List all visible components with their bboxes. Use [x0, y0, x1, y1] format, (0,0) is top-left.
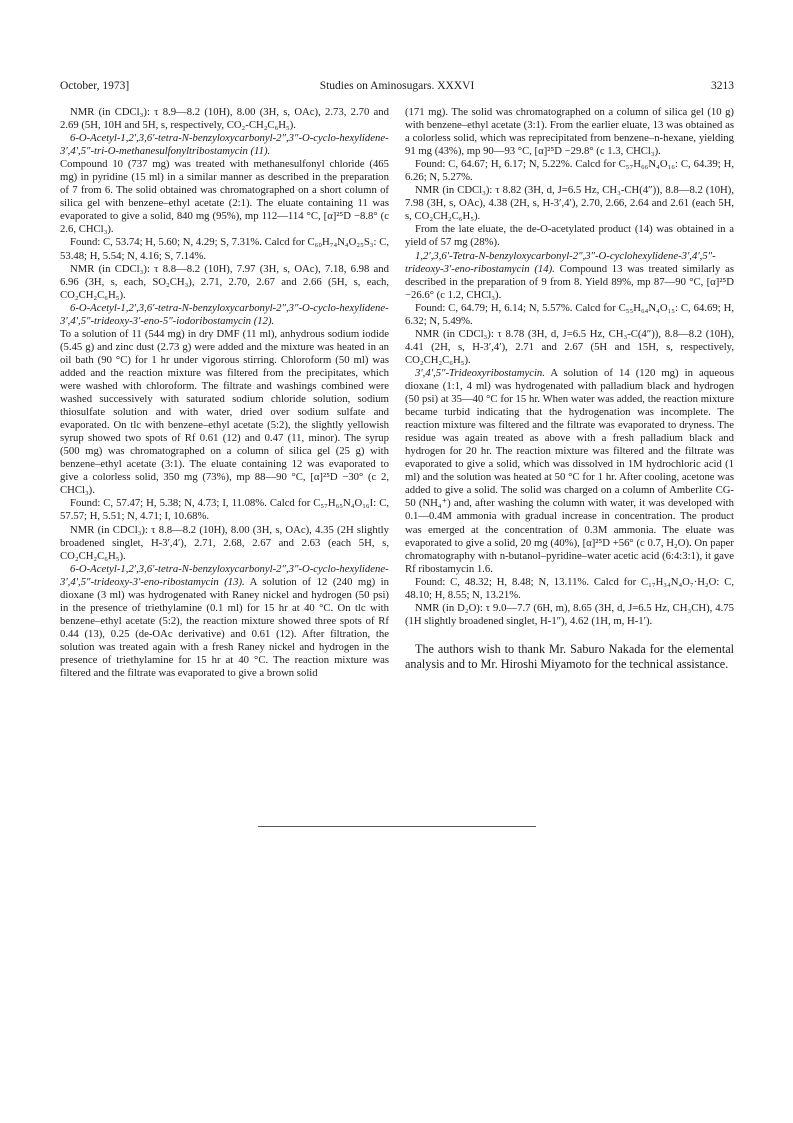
- paragraph: Found: C, 57.47; H, 5.38; N, 4.73; I, 11.08%. Calcd for C₅₇H₆₅N₄O₁₆I: C, 57.57; H, 5.51; N, 4.71; I, 10.68%.: [60, 497, 389, 523]
- running-header: [60, 80, 734, 96]
- paragraph: Found: C, 53.74; H, 5.60; N, 4.29; S, 7.31%. Calcd for C₆₀H₇₄N₄O₂₅S₃: C, 53.48; H, 5.54; N, 4.16; S, 7.14%.: [60, 236, 389, 262]
- paragraph: NMR (in CDCl₃): τ 8.82 (3H, d, J=6.5 Hz, CH₃-CH(4″)), 8.8—8.2 (10H), 7.98 (3H, s, OAc), 4.38 (2H, s, H-3′,4′), 2.70, 2.66, 2.64 and 2.61 (each 5H, s, CO₂CH₂C₆H₅).: [405, 184, 734, 223]
- acknowledgement: The authors wish to thank Mr. Saburo Nakada for the elemental analysis and to Mr. Hiroshi Miyamoto for the technical assistance.: [405, 641, 734, 672]
- compound-heading: 3′,4′,5″-Trideoxyribostamycin.: [415, 366, 545, 379]
- paragraph: NMR (in CDCl₃): τ 8.8—8.2 (10H), 8.00 (3H, s, OAc), 4.35 (2H slightly broadened singlet, H-3′,4′), 2.71, 2.68, 2.67 and 2.63 (each 5H, s, CO₂CH₂C₆H₅).: [60, 523, 389, 562]
- paragraph: Found: C, 48.32; H, 8.48; N, 13.11%. Calcd for C₁₇H₃₄N₄O₇·H₂O: C, 48.10; H, 8.55; N, 13.21%.: [405, 575, 734, 601]
- compound-heading: 1,2′,3,6′-Tetra-N-benzyloxycarbonyl-2″,3″-O-cyclohexylidene-3′,4′,5″-trideoxy-3′-eno-ribostamycin (14).: [405, 249, 716, 275]
- paragraph: From the late eluate, the de-O-acetylated product (14) was obtained in a yield of 57 mg (28%).: [405, 223, 734, 249]
- paragraph: 1,2′,3,6′-Tetra-N-benzyloxycarbonyl-2″,3″-O-cyclohexylidene-3′,4′,5″-trideoxy-3′-eno-ribostamycin (14). Compound 13 was treated similarly as described in the preparation of 9 from 8. Yield 89%, mp 87—90 °C, [α]²⁵D −26.6° (c 1.2, CHCl₃).: [405, 249, 734, 301]
- paragraph: NMR (in CDCl₃): τ 8.8—8.2 (10H), 7.97 (3H, s, OAc), 7.18, 6.98 and 6.96 (3H, s, each, SO₂CH₃), 2.71, 2.70, 2.67 and 2.66 (5H, s, each, CO₂CH₂C₆H₅).: [60, 262, 389, 301]
- paragraph: NMR (in D₂O): τ 9.0—7.7 (6H, m), 8.65 (3H, d, J=6.5 Hz, CH₃CH), 4.75 (1H slightly broadened singlet, H-1″), 4.62 (1H, m, H-1′).: [405, 601, 734, 627]
- paragraph: Compound 10 (737 mg) was treated with methanesulfonyl chloride (465 mg) in pyridine (15 ml) in a similar manner as described in the preparation of 7 from 6. The solid obtained was chromatographed on a short column of silica gel with benzene–ethyl acetate (2:1). The eluate containing 11 was evaporated to give a solid, 840 mg (95%), mp 112—114 °C, [α]²⁵D −8.8° (c 2.6, CHCl₃).: [60, 158, 389, 236]
- paragraph: 6-O-Acetyl-1,2′,3,6′-tetra-N-benzyloxycarbonyl-2″,3″-O-cyclo-hexylidene-3′,4′,5″-trideoxy-3′-eno-ribostamycin (13). A solution of 12 (240 mg) in dioxane (3 ml) was hydrogenated with Raney nickel and hydrogen (50 psi) in the presence of triethylamine (0.1 ml) for 15 hr at 40 °C. On tlc with benzene–ethyl acetate (5:2), the reaction mixture showed three spots of Rf 0.44 (13), 0.25 (de-OAc derivative) and 0.61 (12). After filtration, the solution was treated again with a fresh Raney nickel and hydrogen in the presence of triethylamine for 15 hr at 40 °C. The reaction mixture was filtered and the filtrate was evaporated to give a brown solid: [60, 562, 389, 680]
- header-page-number: 3213: [711, 80, 734, 92]
- paragraph: 3′,4′,5″-Trideoxyribostamycin. A solution of 14 (120 mg) in aqueous dioxane (1:1, 4 ml) was hydrogenated with palladium black and hydrogen (50 psi) at 35—40 °C for 15 hr. When water was added, the reaction mixture became turbid indicating that the hydrogenation was incomplete. The reaction mixture was filtered and the filtrate was evaporated to dryness. The residue was again treated as above with a fresh palladium black and hydrogen for 20 hr. The reaction mixture was filtered and the filtrate was evaporated to give a solid, which was dissolved in 1M hydrochloric acid (1 ml) and the solution was heated at 50 °C for 1 hr. After cooling, acetone was added to give a solid. The solid was charged on a column of Amberlite CG-50 (NH₄⁺) and, after washing the column with water, it was developed with 0.1—0.4M ammonia with gradual increase in concentration. The product was emerged at the concentration of 0.3M ammonia. The eluate was evaporated to give a solid, 20 mg (40%), [α]²⁵D +56° (c 0.7, H₂O). On paper chromatography with n-butanol–pyridine–water acetic acid (6:4:3:1), it gave Rf ribostamycin 1.6.: [405, 366, 734, 575]
- header-journal-title: Studies on Aminosugars. XXXVI: [319, 80, 475, 92]
- paragraph: Found: C, 64.79; H, 6.14; N, 5.57%. Calcd for C₅₅H₆₄N₄O₁₅: C, 64.69; H, 6.32; N, 5.49%.: [405, 301, 734, 327]
- end-rule: [258, 826, 536, 827]
- paragraph: NMR (in CDCl₃): τ 8.78 (3H, d, J=6.5 Hz, CH₃-C(4″)), 8.8—8.2 (10H), 4.41 (2H, s, H-3′,4′), 2.71 and 2.67 (5H and 15H, s, respectively, CO₂CH₂C₆H₅).: [405, 327, 734, 366]
- left-column: [60, 106, 389, 680]
- compound-heading: 6-O-Acetyl-1,2′,3,6′-tetra-N-benzyloxycarbonyl-2″,3″-O-cyclo-hexylidene-3′,4′,5″-trideoxy-3′-eno-ribostamycin (13).: [60, 562, 389, 588]
- paragraph: Found: C, 64.67; H, 6.17; N, 5.22%. Calcd for C₅₇H₆₆N₄O₁₆: C, 64.39; H, 6.26; N, 5.27%.: [405, 158, 734, 184]
- paragraph: (171 mg). The solid was chromatographed on a column of silica gel (10 g) with benzene–ethyl acetate (3:1). From the earlier eluate, 13 was obtained as a colorless solid, which was reprecipitated from benzene–n-hexane, yielding 91 mg (43%), mp 90—93 °C, [α]²⁵D −29.8° (c 1.3, CHCl₃).: [405, 106, 734, 158]
- compound-heading: 6-O-Acetyl-1,2′,3,6′-tetra-N-benzyloxycarbonyl-2″,3″-O-cyclo-hexylidene-3′,4′,5″-tri-O-methanesulfonyltribostamycin (11).: [60, 132, 389, 158]
- compound-heading: 6-O-Acetyl-1,2′,3,6′-tetra-N-benzyloxycarbonyl-2″,3″-O-cyclo-hexylidene-3′,4′,5″-trideoxy-3′-eno-5″-iodoribostamycin (12).: [60, 301, 389, 327]
- right-column: [405, 106, 734, 673]
- paragraph: To a solution of 11 (544 mg) in dry DMF (11 ml), anhydrous sodium iodide (5.45 g) and zinc dust (2.73 g) were added and the mixture was heated in an oil bath (90 °C) for 1 hr under vigorous stirring. Chloroform (50 ml) was added and the reaction mixture was filtered from the precipitates, which were washed with chloroform. The filtrate and washings combined were washed successively with saturated sodium chloride solution, sodium thiosulfate solution and with water, dried over sodium sulfate and evaporated. On tlc with benzene–ethyl acetate (5:2), the slightly yellowish syrup showed two spots of Rf 0.61 (12) and 0.47 (11, minor). The syrup (500 mg) was chromatographed on a column of silica gel (25 g) with benzene–ethyl acetate (3:1). The eluate containing 12 was evaporated to give a colorless solid, 350 mg (73%), mp 88—90 °C, [α]²⁵D −30° (c 2, CHCl₃).: [60, 327, 389, 497]
- header-date: October, 1973]: [60, 80, 130, 92]
- paragraph: NMR (in CDCl₃): τ 8.9—8.2 (10H), 8.00 (3H, s, OAc), 2.73, 2.70 and 2.69 (5H, 10H and 5H, s, respectively, CO₂-CH₂C₆H₅).: [60, 106, 389, 132]
